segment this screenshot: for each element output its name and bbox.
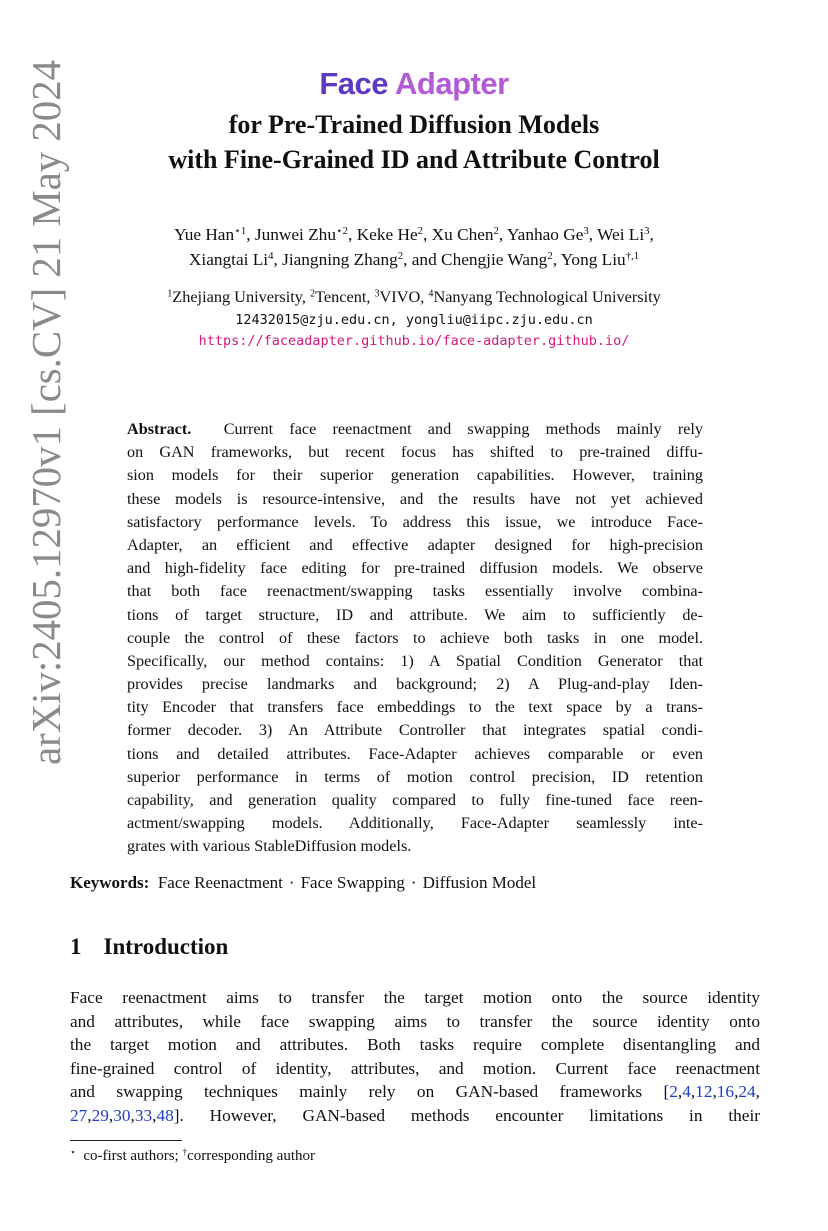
author: Jiangning Zhang — [282, 250, 398, 269]
section-title: Introduction — [103, 934, 229, 959]
affil-sup: 1 — [167, 288, 173, 300]
section-heading — [70, 934, 228, 960]
keyword: Diffusion Model — [422, 873, 537, 892]
abstract-line — [127, 418, 703, 441]
author: Keke He — [356, 225, 418, 244]
title-brand-face: Face — [319, 66, 389, 101]
abstract-line: tions and detailed attributes. Face-Adapter achieves comparable or even — [127, 744, 703, 763]
abstract-line: couple the control of these factors to achieve both tasks in one model. — [127, 628, 703, 647]
abstract-line: tions of target structure, ID and attribute. We aim to sufficiently de- — [127, 605, 703, 624]
introduction-paragraph — [70, 986, 760, 1128]
citation-link[interactable]: 24 — [738, 1082, 756, 1102]
abstract-text: Current face reenactment and swapping methods mainly rely — [223, 420, 703, 438]
abstract-line: superior performance in terms of motion control precision, ID retention — [127, 767, 703, 786]
abstract-line: actment/swapping models. Additionally, Face-Adapter seamlessly inte- — [127, 814, 703, 833]
author: and Chengjie Wang — [411, 250, 548, 269]
author-list — [70, 222, 758, 272]
footnote-text: co-first authors; — [83, 1148, 179, 1164]
intro-line: Face reenactment aims to transfer the target motion onto the source identity — [70, 988, 760, 1007]
abstract-line: provides precise landmarks and background; 2) A Plug-and-play Iden- — [127, 675, 703, 694]
paper-title-brand — [0, 66, 828, 102]
keywords: Keywords: Face Reenactment · Face Swapping · Diffusion Model — [70, 873, 537, 892]
keyword: Face Reenactment — [157, 873, 283, 892]
author: Junwei Zhu — [254, 225, 336, 244]
author: Xiangtai Li — [188, 250, 269, 269]
author-emails[interactable]: 12432015@zju.edu.cn, yongliu@iipc.zju.edu.cn — [235, 312, 593, 328]
footnote — [70, 1148, 315, 1165]
paper-title-line-2: with Fine-Grained ID and Attribute Control — [168, 145, 660, 174]
author: Yanhao Ge — [506, 225, 584, 244]
intro-line: 27,29,30,33,48]. However, GAN-based methods encounter limitations in their — [70, 1105, 760, 1125]
author: Xu Chen — [431, 225, 494, 244]
affiliation: Zhejiang University — [172, 287, 302, 306]
abstract-line: on GAN frameworks, but recent focus has shifted to pre-trained diffu- — [127, 443, 703, 462]
section-number: 1 — [70, 934, 82, 959]
affiliations: $^1$Zhejiang University, $^2$Tencent, $^3$VIVO, $^4$Nanyang Technological University — [167, 287, 661, 306]
title-brand-adapter: Adapter — [395, 66, 509, 101]
abstract-block — [127, 418, 703, 859]
abstract-line: these models is resource-intensive, and the results have not yet achieved — [127, 489, 703, 508]
author-line-1: Yue Han$^{⋆1}$, Junwei Zhu$^{⋆2}$, Keke He$^2$, Xu Chen$^2$, Yanhao Ge$^3$, Wei Li$^3$, — [174, 225, 654, 244]
author-sup: 2 — [397, 250, 404, 263]
citation-link[interactable]: 4 — [682, 1082, 691, 1102]
affiliation: Nanyang Technological University — [433, 287, 661, 306]
arxiv-stamp-text: arXiv:2405.12970v1 [cs.CV] 21 May 2024 — [23, 56, 69, 765]
citation-link[interactable]: 30 — [113, 1105, 131, 1125]
author: Yue Han — [174, 225, 235, 244]
affil-sup: 2 — [310, 288, 316, 300]
author-sup: 2 — [493, 225, 499, 238]
abstract-line: and high-fidelity face editing for pre-trained diffusion models. We observe — [127, 559, 703, 578]
author-line-2: Xiangtai Li$^4$, Jiangning Zhang$^2$, and Chengjie Wang$^2$, Yong Liu$^{\dagger,1}$ — [188, 250, 640, 269]
affil-sup: 4 — [428, 288, 434, 300]
intro-line: and swapping techniques mainly rely on GAN-based frameworks [2,4,12,16,24, — [70, 1082, 760, 1102]
footnote-text: corresponding author — [187, 1148, 316, 1164]
citation-link[interactable]: 12 — [695, 1082, 713, 1102]
citation-link[interactable]: 48 — [156, 1105, 174, 1125]
abstract-line: that both face reenactment/swapping tasks essentially involve combina- — [127, 582, 703, 601]
footnote-mark: ⋆ — [70, 1147, 76, 1158]
author-sup: 3 — [583, 225, 589, 238]
citation-link[interactable]: 29 — [91, 1105, 109, 1125]
author: Yong Liu — [560, 250, 626, 269]
intro-line: the target motion and attributes. Both tasks require complete disentangling and — [70, 1035, 760, 1055]
abstract-line: Adapter, an efficient and effective adapter designed for high-precision — [127, 535, 703, 554]
abstract-line: grates with various StableDiffusion models. — [127, 837, 412, 856]
author-sup: ⋆1 — [234, 225, 247, 238]
abstract-line: satisfactory performance levels. To address this issue, we introduce Face- — [127, 512, 703, 531]
intro-text: and swapping techniques mainly rely on GAN-based frameworks — [70, 1082, 643, 1102]
abstract-line: sion models for their superior generation capabilities. However, training — [127, 466, 703, 485]
project-page-link[interactable]: https://faceadapter.github.io/face-adapter.github.io/ — [198, 333, 630, 349]
intro-text: However, GAN-based methods encounter limitations in their — [209, 1105, 760, 1125]
keyword: Face Swapping — [300, 873, 405, 892]
abstract-line: tity Encoder that transfers face embeddings to the text space by a trans- — [127, 698, 703, 717]
footnote-mark: † — [182, 1147, 188, 1158]
affiliation: Tencent — [315, 287, 367, 306]
affil-sup: 3 — [374, 288, 380, 300]
abstract-line: Specifically, our method contains: 1) A Spatial Condition Generator that — [127, 651, 703, 670]
affiliation: VIVO — [379, 287, 421, 306]
footnote-divider — [70, 1140, 182, 1141]
author-sup: 2 — [417, 225, 423, 238]
author-sup: †,1 — [625, 250, 640, 263]
abstract-line: capability, and generation quality compared to fully fine-tuned face reen- — [127, 791, 703, 809]
abstract-label: Abstract. — [127, 420, 192, 438]
abstract-line: former decoder. 3) An Attribute Controller that integrates spatial condi- — [127, 721, 703, 740]
citation-link[interactable]: 16 — [716, 1082, 735, 1102]
author-sup: 2 — [547, 250, 553, 263]
citation-link[interactable]: 27 — [70, 1105, 88, 1125]
citation-link[interactable]: 2 — [669, 1082, 678, 1102]
intro-line: fine-grained control of identity, attributes, and motion. Current face reenactment — [70, 1058, 760, 1078]
author: Wei Li — [597, 225, 645, 244]
author-sup: 3 — [644, 225, 650, 238]
keywords-label: Keywords: — [70, 873, 150, 892]
paper-title-line-1: for Pre-Trained Diffusion Models — [228, 110, 600, 139]
author-sup: ⋆2 — [335, 225, 349, 238]
citation-link[interactable]: 33 — [134, 1105, 153, 1125]
intro-line: and attributes, while face swapping aims to transfer the source identity onto — [70, 1011, 760, 1031]
author-sup: 4 — [268, 250, 274, 263]
